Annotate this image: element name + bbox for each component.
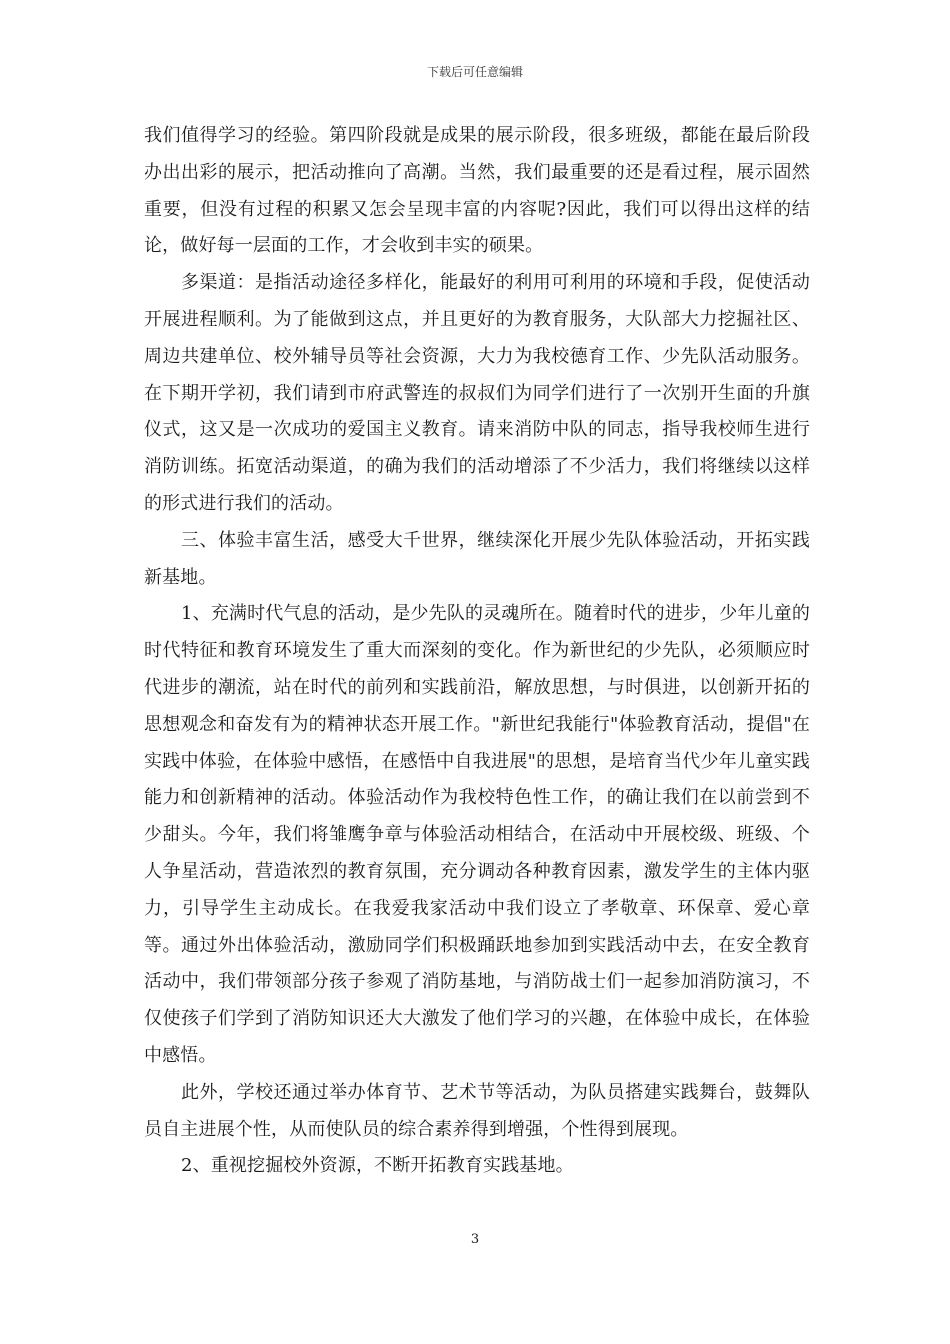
page-header: 下载后可任意编辑	[426, 65, 523, 79]
document-body	[144, 118, 810, 1185]
section-heading-three: 三、体验丰富生活，感受大千世界，继续深化开展少先队体验活动，开拓实践新基地。	[144, 529, 810, 588]
paragraph-multi-channel: 多渠道：是指活动途径多样化，能最好的利用可利用的环境和手段，促使活动开展进程顺利。为了能做到这点，并且更好的为教育服务，大队部大力挖掘社区、周边共建单位、校外辅导员等社会资源，大力为我校德育工作、少先队活动服务。在下期开学初，我们请到市府武警连的叔叔们为同学们进行了一次别开生面的升旗仪式，这又是一次成功的爱国主义教育。请来消防中队的同志，指导我校师生进行消防训练。拓宽活动渠道，的确为我们的活动增添了不少活力，我们将继续以这样的形式进行我们的活动。	[144, 272, 810, 514]
paragraph-continuation: 我们值得学习的经验。第四阶段就是成果的展示阶段，很多班级，都能在最后阶段办出出彩的展示，把活动推向了高潮。当然，我们最重要的还是看过程，展示固然重要，但没有过程的积累又怎会呈现丰富的内容呢?因此，我们可以得出这样的结论，做好每一层面的工作，才会收到丰实的硕果。	[144, 125, 810, 257]
paragraph-additionally: 此外，学校还通过举办体育节、艺术节等活动，为队员搭建实践舞台，鼓舞队员自主进展个性，从而使队员的综合素养得到增强，个性得到展现。	[144, 1081, 810, 1140]
page-number: 3	[470, 1232, 480, 1247]
paragraph-item-two: 2、重视挖掘校外资源，不断开拓教育实践基地。	[181, 1155, 574, 1177]
paragraph-item-one: 1、充满时代气息的活动，是少先队的灵魂所在。随着时代的进步，少年儿童的时代特征和教育环境发生了重大而深刻的变化。作为新世纪的少先队，必须顺应时代进步的潮流，站在时代的前列和实践前沿，解放思想，与时俱进，以创新开拓的思想观念和奋发有为的精神状态开展工作。"新世纪我能行"体验教育活动，提倡"在实践中体验，在体验中感悟，在感悟中自我进展"的思想，是培育当代少年儿童实践能力和创新精神的活动。体验活动作为我校特色性工作，的确让我们在以前尝到不少甜头。今年，我们将雏鹰争章与体验活动相结合，在活动中开展校级、班级、个人争星活动，营造浓烈的教育氛围，充分调动各种教育因素，激发学生的主体内驱力，引导学生主动成长。在我爱我家活动中我们设立了孝敬章、环保章、爱心章等。通过外出体验活动，激励同学们积极踊跃地参加到实践活动中去，在安全教育活动中，我们带领部分孩子参观了消防基地，与消防战士们一起参加消防演习，不仅使孩子们学到了消防知识还大大激发了他们学习的兴趣，在体验中成长，在体验中感悟。	[144, 603, 810, 1066]
